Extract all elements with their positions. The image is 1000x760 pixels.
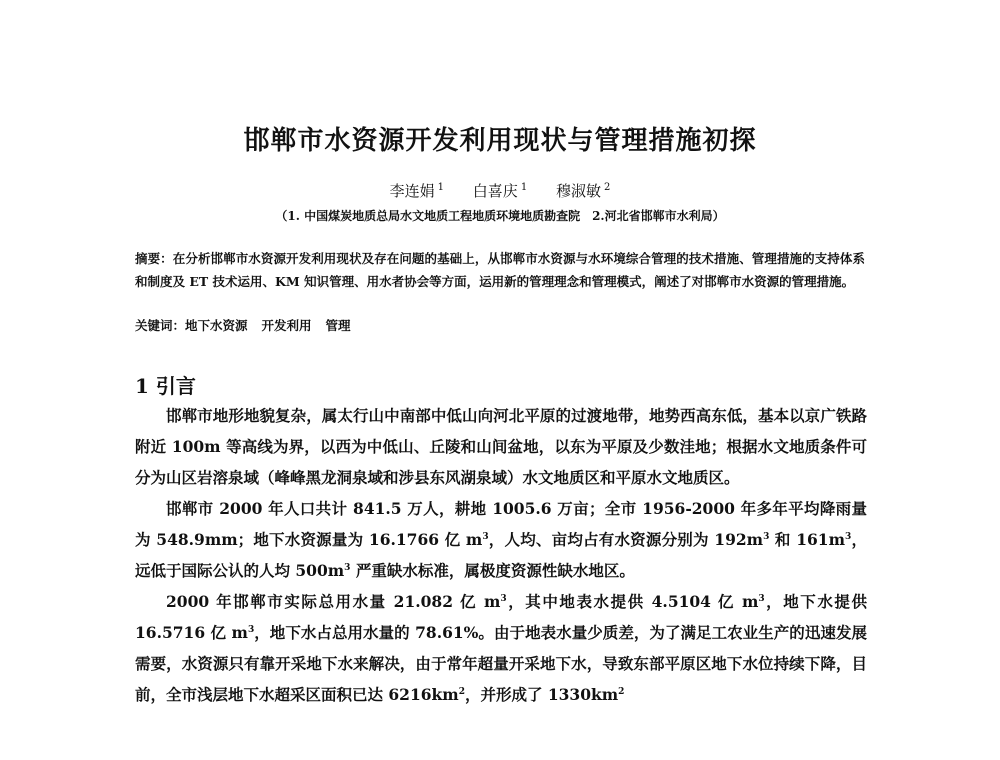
author-name: 李连娟	[389, 182, 435, 200]
text-run: ，人均、亩均占有水资源分别为 192m	[488, 530, 764, 549]
abstract-label: 摘要：	[135, 251, 173, 266]
superscript: 2	[458, 686, 465, 697]
affiliation-line: （1. 中国煤炭地质总局水文地质工程地质环境地质勘查院 2.河北省邯郸市水利局）	[275, 209, 725, 223]
affiliation-mark: 1	[437, 182, 445, 193]
text-run: 邯郸市 2000 年人口共计 841.5 万人，耕地 1005.6 万亩；全市 1956-2000 年多年平均降雨量为 548.9mm；地下水资源量为 16.1766 亿 m	[135, 499, 867, 549]
keyword: 地下水资源	[185, 318, 248, 333]
keyword: 开发利用	[261, 318, 312, 333]
section-heading: 1 引言	[135, 374, 196, 398]
keywords	[135, 316, 865, 334]
superscript: 3	[344, 562, 351, 573]
author-list	[0, 180, 1000, 201]
text-run: 严重缺水标准，属极度资源性缺水地区。	[350, 561, 635, 580]
superscript: 2	[618, 686, 625, 697]
keyword: 管理	[325, 318, 351, 333]
author-2	[473, 180, 527, 201]
author-name: 白喜庆	[472, 182, 518, 200]
paragraph-1: 邯郸市地形地貌复杂，属太行山中南部中低山向河北平原的过渡地带，地势西高东低，基本以京广铁路附近 100m 等高线为界，以西为中低山、丘陵和山间盆地，以东为平原及少数洼地；根据水文地质条件可分为山区岩溶泉域（峰峰黑龙洞泉域和涉县东风湖泉域）水文地质区和平原水文地质区。	[135, 406, 867, 487]
superscript: 3	[758, 593, 765, 604]
author-1	[390, 180, 444, 201]
superscript: 3	[500, 593, 507, 604]
text-run: ，并形成了 1330km	[464, 685, 619, 704]
paper-title: 邯郸市水资源开发利用现状与管理措施初探	[243, 126, 757, 156]
affiliation-mark: 2	[603, 182, 611, 193]
text-run: 2000 年邯郸市实际总用水量 21.082 亿 m	[166, 592, 501, 611]
superscript: 3	[763, 531, 770, 542]
author-name: 穆淑敏	[555, 182, 601, 200]
author-3	[556, 180, 610, 201]
paragraph-2	[135, 493, 867, 586]
paragraph-3	[135, 586, 867, 710]
text-run: 和 161m	[769, 530, 845, 549]
affiliation-mark: 1	[520, 182, 528, 193]
abstract	[135, 247, 865, 293]
abstract-text: 在分析邯郸市水资源开发利用现状及存在问题的基础上，从邯郸市水资源与水环境综合管理的技术措施、管理措施的支持体系和制度及 ET 技术运用、KM 知识管理、用水者协会等方面，运用新的管理理念和管理模式，阐述了对邯郸市水资源的管理措施。	[135, 251, 865, 289]
body-text	[135, 400, 867, 710]
superscript: 3	[845, 531, 852, 542]
superscript: 3	[482, 531, 489, 542]
text-run: ，远低于国际公认的人均 500m	[135, 530, 867, 580]
superscript: 3	[247, 624, 255, 635]
text-run: ，地下水占总用水量的 78.61%。由于地表水量少质差，为了满足工农业生产的迅速发展需要，水资源只有靠开采地下水来解决，由于常年超量开采地下水，导致东部平原区地下水位持续下降，目前，全市浅层地下水超采区面积已达 6216km	[135, 623, 867, 704]
text-run: ，其中地表水提供 4.5104 亿 m	[506, 592, 759, 611]
text-run: ，地下水提供 16.5716 亿 m	[135, 592, 867, 642]
keywords-label: 关键词：	[135, 318, 186, 333]
